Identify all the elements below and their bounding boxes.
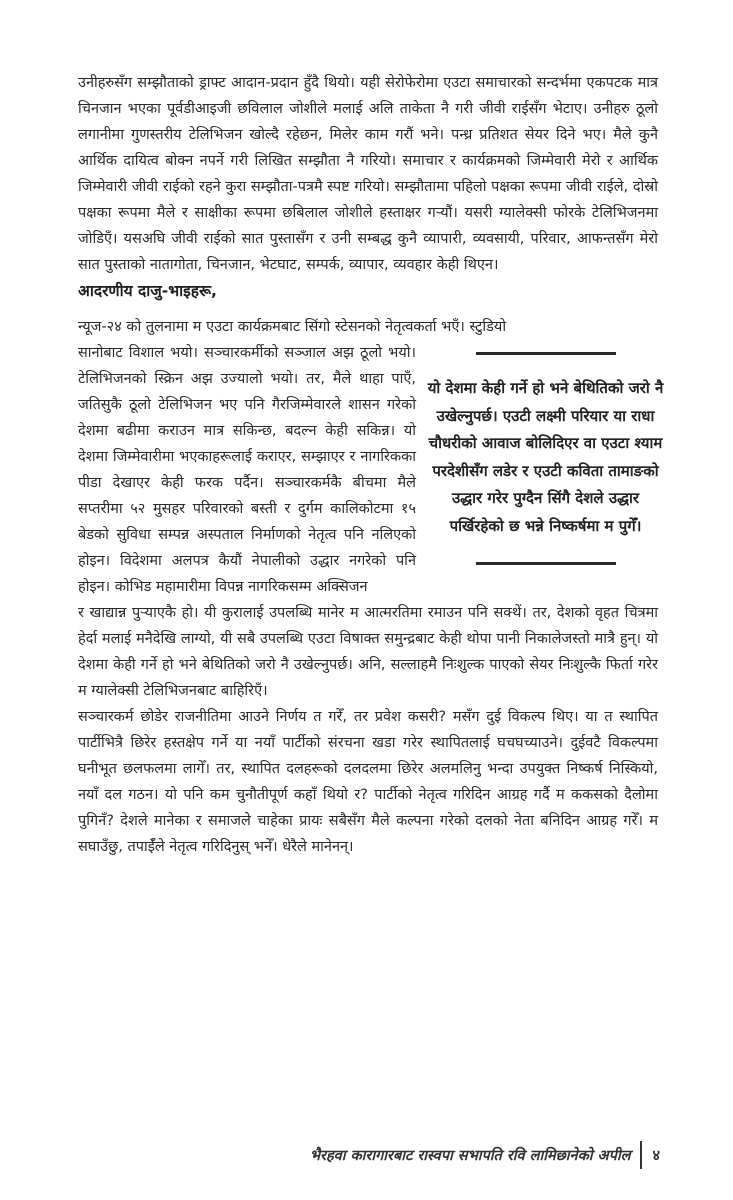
page-footer [200,1140,660,1170]
page-body [78,70,664,860]
paragraph-news24-rest: र खाद्यान्न पुऱ्याएकै हो। यी कुरालाई उपलब्धि मानेर म आत्मरतिमा रमाउन पनि सक्थें। तर, देशको वृहत चित्रमा हेर्दा मलाई मनैदेखि लाग्यो, यी सबै उपलब्धि एउटा विषाक्त समुन्द्रबाट केही थोपा पानी निकालेजस्तो मात्रै हुन्। यो देशमा केही गर्ने हो भने बेथितिको जरो नै उखेल्नुपर्छ। अनि, सल्लाहमै निःशुल्क पाएको सेयर निःशुल्कै फिर्ता गरेर म ग्यालेक्सी टेलिभिजनबाट बाहिरिएँ। [78,605,658,699]
pull-quote-top-rule [476,352,616,355]
paragraph-politics: सञ्चारकर्म छोडेर राजनीतिमा आउने निर्णय त गरेँ, तर प्रवेश कसरी? मसँग दुई विकल्प थिए। या त स्थापित पार्टीभित्रै छिरेर हस्तक्षेप गर्ने या नयाँ पार्टीको संरचना खडा गरेर स्थापितलाई घचघच्याउने। दुईवटै विकल्पमा घनीभूत छलफलमा लागेँ। तर, स्थापित दलहरूको दलदलमा छिरेर अलमलिनु भन्दा उपयुक्त निष्कर्ष निस्कियो, नयाँ दल गठन। यो पनि कम चुनौतीपूर्ण कहाँ थियो र? पार्टीको नेतृत्व गरिदिन आग्रह गर्दै म ककसको दैलोमा पुगिनँ? देशले मानेका र समाजले चाहेका प्रायः सबैसँग मैले कल्पना गरेको दलको नेता बनिदिन आग्रह गरेँ। म सघाउँछु, तपाईँले नेतृत्व गरिदिनुस् भनेँ। धेरैले मानेनन्। [78,709,658,855]
pull-quote-text: यो देशमा केही गर्ने हो भने बेथितिको जरो नै उखेल्नुपर्छ। एउटी लक्ष्मी परियार या राधा चौधरीको आवाज बोलिदिएर वा एउटा श्याम परदेशीसँग लडेर र एउटी कविता तामाङको उद्धार गरेर पुग्दैन सिंगै देशले उद्धार पर्खिरहेको छ भन्ने निष्कर्षमा म पुगेँ। [427,379,664,535]
pull-quote [423,352,668,565]
section-heading: आदरणीय दाजु-भाइहरू, [78,282,217,300]
page-number: ४ [652,1148,660,1164]
footer-book-title: भैरहवा कारागारबाट रास्वपा सभापति रवि लामिछानेको अपील [309,1148,631,1164]
footer-divider [640,1141,642,1169]
paragraph-with-pullquote [78,340,664,600]
paragraph-news24-column: सानोबाट विशाल भयो। सञ्चारकर्मीको सञ्जाल अझ ठूलो भयो। टेलिभिजनको स्क्रिन अझ उज्यालो भयो। तर, मैले थाहा पाएँ, जतिसुकै ठूलो टेलिभिजन भए पनि गैरजिम्मेवारले शासन गरेको देशमा बढीमा कराउन मात्र सकिन्छ, बदल्न केही सकिन्न। यो देशमा जिम्मेवारीमा भएकाहरूलाई कराएर, सम्झाएर र नागरिकका पीडा देखाएर केही फरक पर्दैन। सञ्चारकर्मकै बीचमा मैले सप्तरीमा ५२ मुसहर परिवारको बस्ती र दुर्गम कालिकोटमा १५ बेडको सुविधा सम्पन्न अस्पताल निर्माणको नेतृत्व पनि नलिएको होइन। विदेशमा अलपत्र कैयौं नेपालीको उद्धार नगरेको पनि होइन। कोभिड महामारीमा विपन्न नागरिकसम्म अक्सिजन [78,345,416,595]
paragraph-news24-lead: न्यूज-२४ को तुलनामा म एउटा कार्यक्रमबाट सिंगो स्टेसनको नेतृत्वकर्ता भएँ। स्टुडियो [78,319,507,335]
paragraph-agreement: उनीहरुसँग सम्झौताको ड्राफ्ट आदान-प्रदान हुँदै थियो। यही सेरोफेरोमा एउटा समाचारको सन्दर्भमा एकपटक मात्र चिनजान भएका पूर्वडीआइजी छविलाल जोशीले मलाई अलि ताकेता नै गरी जीवी राईसँग भेटाए। उनीहरु ठूलो लगानीमा गुणस्तरीय टेलिभिजन खोल्दै रहेछन, मिलेर काम गरौं भने। पन्ध्र प्रतिशत सेयर दिने भए। मैले कुनै आर्थिक दायित्व बोक्न नपर्ने गरी लिखित सम्झौता नै गरियो। समाचार र कार्यक्रमको जिम्मेवारी मेरो र आर्थिक जिम्मेवारी जीवी राईको रहने कुरा सम्झौता-पत्रमै स्पष्ट गरियो। सम्झौतामा पहिलो पक्षका रूपमा जीवी राईले, दोस्रो पक्षका रूपमा मैले र साक्षीका रूपमा छबिलाल जोशीले हस्ताक्षर गऱ्यौं। यसरी ग्यालेक्सी फोरके टेलिभिजनमा जोडिएँ। यसअघि जीवी राईको सात पुस्तासँग र उनी सम्बद्ध कुनै व्यापारी, व्यवसायी, परिवार, आफन्तसँग मेरो सात पुस्ताको नातागोता, चिनजान, भेटघाट, सम्पर्क, व्यापार, व्यवहार केही थिएन। [78,75,658,273]
pull-quote-bottom-rule [476,562,616,565]
